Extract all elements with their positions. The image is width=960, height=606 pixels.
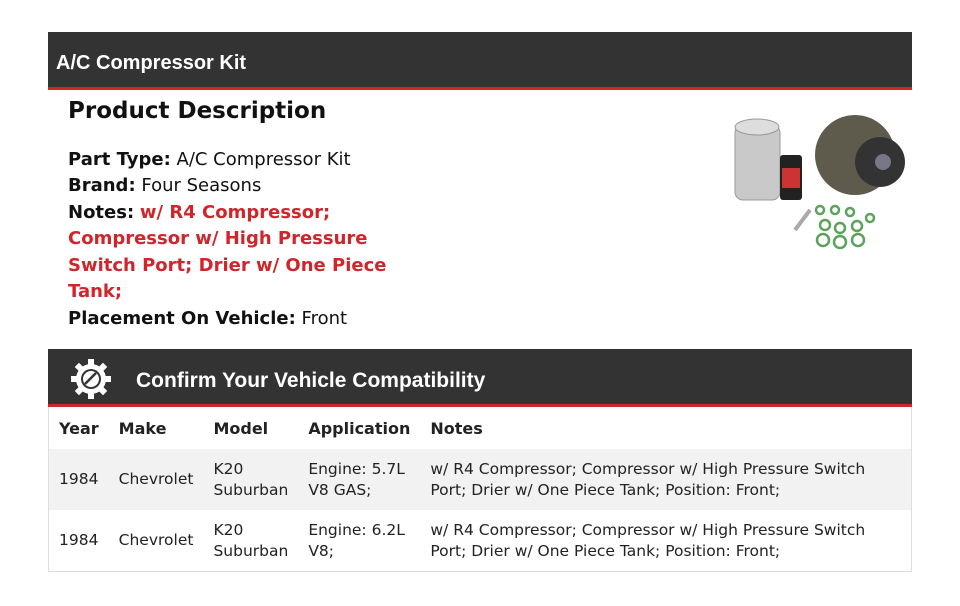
brand (68, 173, 438, 200)
kit-title: A/C Compressor Kit (56, 52, 247, 74)
product-description (68, 98, 438, 332)
description-heading: Product Description (68, 98, 327, 124)
table-header-row (49, 407, 912, 449)
part-type-value: A/C Compressor Kit (176, 148, 351, 170)
compatibility-table (48, 407, 912, 572)
col-make: Make (118, 418, 167, 438)
placement-value: Front (301, 307, 348, 329)
table-row (49, 510, 912, 572)
col-application: Application (308, 418, 411, 438)
kit-title-bar (48, 32, 912, 90)
notes-value: w/ R4 Compressor; Compressor w/ High Pressure Switch Port; Drier w/ One Piece Tank; (68, 201, 387, 302)
part-type (68, 147, 438, 174)
notes (68, 200, 438, 306)
cell-year: 1984 (49, 449, 109, 510)
compatibility-title: Confirm Your Vehicle Compatibility (136, 369, 486, 392)
compatibility-bar (48, 349, 912, 407)
cell-application: Engine: 6.2L V8; (308, 520, 405, 560)
cell-notes: w/ R4 Compressor; Compressor w/ High Pressure Switch Port; Drier w/ One Piece Tank; Position: Front; (430, 520, 866, 560)
placement-label: Placement On Vehicle: (68, 307, 296, 329)
product-image (725, 100, 905, 260)
placement (68, 306, 438, 333)
cell-model: K20 Suburban (203, 449, 298, 510)
brand-value: Four Seasons (141, 175, 262, 196)
col-model: Model (213, 418, 269, 438)
brand-label: Brand: (68, 175, 136, 196)
col-notes: Notes (430, 418, 483, 438)
cell-application: Engine: 5.7L V8 GAS; (298, 449, 420, 510)
gear-icon (70, 358, 112, 400)
cell-model: K20 Suburban (213, 520, 289, 560)
notes-label: Notes: (68, 201, 135, 223)
table-row (49, 449, 912, 510)
cell-make: Chevrolet (118, 531, 194, 549)
cell-year: 1984 (59, 531, 99, 549)
cell-make: Chevrolet (109, 449, 204, 510)
part-type-label: Part Type: (68, 148, 171, 170)
cell-notes: w/ R4 Compressor; Compressor w/ High Pressure Switch Port; Drier w/ One Piece Tank; Position: Front; (420, 449, 911, 510)
col-year: Year (59, 418, 99, 438)
